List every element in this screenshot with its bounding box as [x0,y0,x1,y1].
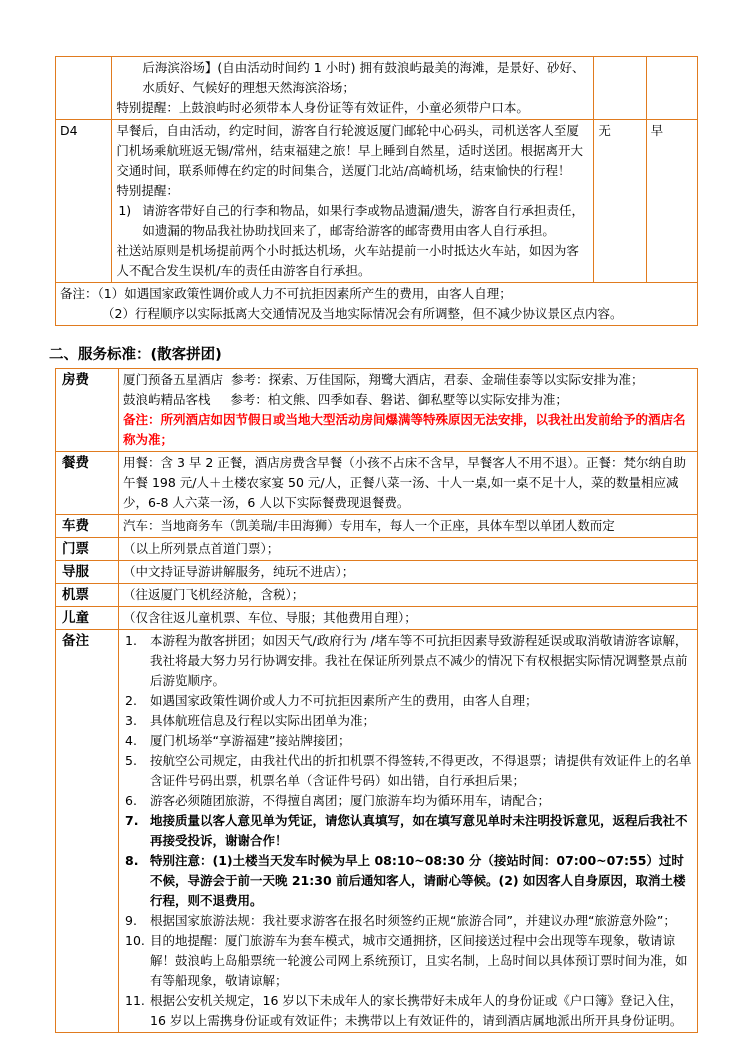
note-text: 地接质量以客人意见单为凭证，请您认真填写，如在填写意见单时未注明投诉意见，返程后我社不再接受投诉，谢谢合作！ [150,813,688,848]
note-text: 如遇国家政策性调价或人力不可抗拒因素所产生的费用，由客人自理； [150,693,538,708]
note-number: 9. [125,913,137,928]
hotel-cell: 无 [594,120,646,283]
note-item [123,851,693,911]
service-content [119,369,698,452]
note-number: 10. [125,933,145,948]
service-standard-table [55,368,698,1033]
service-label: 车费 [56,515,119,538]
note-text: 根据公安机关规定，16 岁以下未成年人的家长携带好未成年人的身份证或《户口簿》登记入住，16 岁以上需携身份证或有效证件；未携带以上有效证件的，请到酒店属地派出所开具身份证明。 [150,993,683,1028]
itinerary-note-row [56,283,698,326]
note-text: 本游程为散客拼团；如因天气/政府行为 /堵车等不可抗拒因素导致游程延误或取消敬请游客谅解，我社将最大努力另行协调安排。我社在保证所列景点不减少的情况下有权根据实际情况调整景点前后游览顺序。 [150,633,688,688]
meal-cell: 早 [646,120,697,283]
meal-cell [646,57,697,120]
description-line: 后海滨浴场】(自由活动时间约 1 小时) 拥有鼓浪屿最美的海滩，是景好、砂好、 [142,60,585,75]
service-label: 餐费 [56,452,119,515]
note-line: 备注：（1）如遇国家政策性调价或人力不可抗拒因素所产生的费用，由客人自理； [60,286,512,301]
note-item [123,731,693,751]
day-description [112,57,594,120]
note-number: 5. [125,753,137,768]
note-number: 11. [125,993,145,1008]
day-description [112,120,594,283]
service-content: 用餐：含 3 早 2 正餐，酒店房费含早餐（小孩不占床不含早，早餐客人不用不退）。正餐：梵尔纳自助午餐 198 元/人＋土楼农家宴 50 元/人，正餐八菜一汤、十人一桌,如一桌不足十人，菜的数量相应减少，6-8 人六菜一汤，6 人以下实际餐费现退餐费。 [119,452,698,515]
special-reminder: 特别提醒：上鼓浪屿时必须带本人身份证等有效证件，小童必须带户口本。 [116,100,529,115]
document-page [49,56,698,1033]
service-row-meal [56,452,698,515]
note-item [123,791,693,811]
note-item [123,811,693,851]
note-item [123,691,693,711]
note-number: 4. [125,733,137,748]
description-line: 水质好、气候好的理想天然海滨浴场； [142,80,355,95]
service-row-room [56,369,698,452]
itinerary-row-d4 [56,120,698,283]
note-number: 2. [125,693,137,708]
itinerary-note [56,283,698,326]
note-item [123,751,693,791]
note-text: 根据国家旅游法规：我社要求游客在报名时须签约正规“旅游合同”，并建议办理“旅游意外险”； [150,913,676,928]
itinerary-table [55,56,698,326]
service-row-notes [56,630,698,1033]
day-label: D4 [56,120,112,283]
reminder-item-number: 1) [118,203,132,218]
note-text: 厦门机场举“享游福建”接站牌接团； [150,733,351,748]
service-label: 导服 [56,561,119,584]
day-text: 早餐后，自由活动，约定时间，游客自行轮渡返厦门邮轮中心码头，司机送客人至厦门机场乘航班返无锡/常州，结束福建之旅！早上睡到自然星，适时送团。根据离开大交通时间，联系师傅在约定的时间集合，送厦门北站/高崎机场，结束愉快的行程！ [116,123,584,178]
note-item [123,991,693,1031]
note-text: 目的地提醒：厦门旅游车为套车模式，城市交通拥挤，区间接送过程中会出现等车现象，敬请谅解！鼓浪屿上岛船票统一轮渡公司网上系统预订，且实名制，上岛时间以具体预订票时间为准，如有等船现象，敬请谅解； [150,933,688,988]
note-line: （2）行程顺序以实际抵离大交通情况及当地实际情况会有所调整，但不减少协议景区点内容。 [102,306,623,321]
service-row-car [56,515,698,538]
service-content: 汽车：当地商务车（凯美瑞/丰田海狮）专用车，每人一个正座，具体车型以单团人数而定 [119,515,698,538]
reminder-title: 特别提醒： [116,183,179,198]
service-label: 儿童 [56,607,119,630]
service-row-child [56,607,698,630]
note-text: 特别注意：(1)土楼当天发车时候为早上 08:10~08:30 分（接站时间：07:00~07:55）过时不候，导游会于前一天晚 21:30 前后通知客人，请耐心等候。(2) 如因客人自身原因，取消土楼行程，则不退费用。 [150,853,686,908]
reminder-item-text: 请游客带好自己的行李和物品，如果行李或物品遗漏/遗失，游客自行承担责任，如遗漏的物品我社协助找回来了，邮寄给游客的邮寄费用由客人自行承担。 [142,203,585,238]
note-number: 7. [125,813,139,828]
reminder-item [116,201,589,241]
day-cell [56,57,112,120]
note-number: 6. [125,793,137,808]
hotel-line: 鼓浪屿精品客栈 参考：柏文熊、四季如春、磐诺、御私墅等以实际安排为准； [123,392,568,407]
note-number: 1. [125,633,137,648]
service-content: （往返厦门飞机经济舱，含税）； [119,584,698,607]
station-rule: 社送站原则是机场提前两个小时抵达机场，火车站提前一小时抵达火车站，如因为客人不配合发生误机/车的责任由游客自行承担。 [116,243,579,278]
note-item [123,931,693,991]
note-text: 具体航班信息及行程以实际出团单为准； [150,713,376,728]
section-title: 二、服务标准：(散客拼团) [49,347,222,363]
note-item [123,711,693,731]
note-item [123,911,693,931]
service-content: （仅含往返儿童机票、车位、导服；其他费用自理）； [119,607,698,630]
service-label: 房费 [56,369,119,452]
hotel-red-note: 备注：所列酒店如因节假日或当地大型活动房间爆满等特殊原因无法安排，以我社出发前给予的酒店名称为准； [123,412,686,447]
note-number: 3. [125,713,137,728]
service-label: 机票 [56,584,119,607]
itinerary-row-d3-continued [56,57,698,120]
note-text: 游客必须随团旅游，不得擅自离团；厦门旅游车均为循环用车，请配合； [150,793,551,808]
service-row-guide [56,561,698,584]
service-row-flight [56,584,698,607]
hotel-line: 厦门预备五星酒店 参考：探索、万佳国际，翔鹭大酒店，君泰、金瑞佳泰等以实际安排为准； [123,372,644,387]
hotel-cell [594,57,646,120]
notes-list [119,630,698,1033]
service-row-ticket [56,538,698,561]
note-text: 按航空公司规定，由我社代出的折扣机票不得签转,不得更改，不得退票；请提供有效证件上的名单含证件号码出票，机票名单（含证件号码）如出错，自行承担后果； [150,753,692,788]
note-item [123,631,693,691]
service-content: （中文持证导游讲解服务，纯玩不进店）； [119,561,698,584]
service-label: 门票 [56,538,119,561]
note-number: 8. [125,853,139,868]
service-content: （以上所列景点首道门票）； [119,538,698,561]
service-label: 备注 [56,630,119,1033]
